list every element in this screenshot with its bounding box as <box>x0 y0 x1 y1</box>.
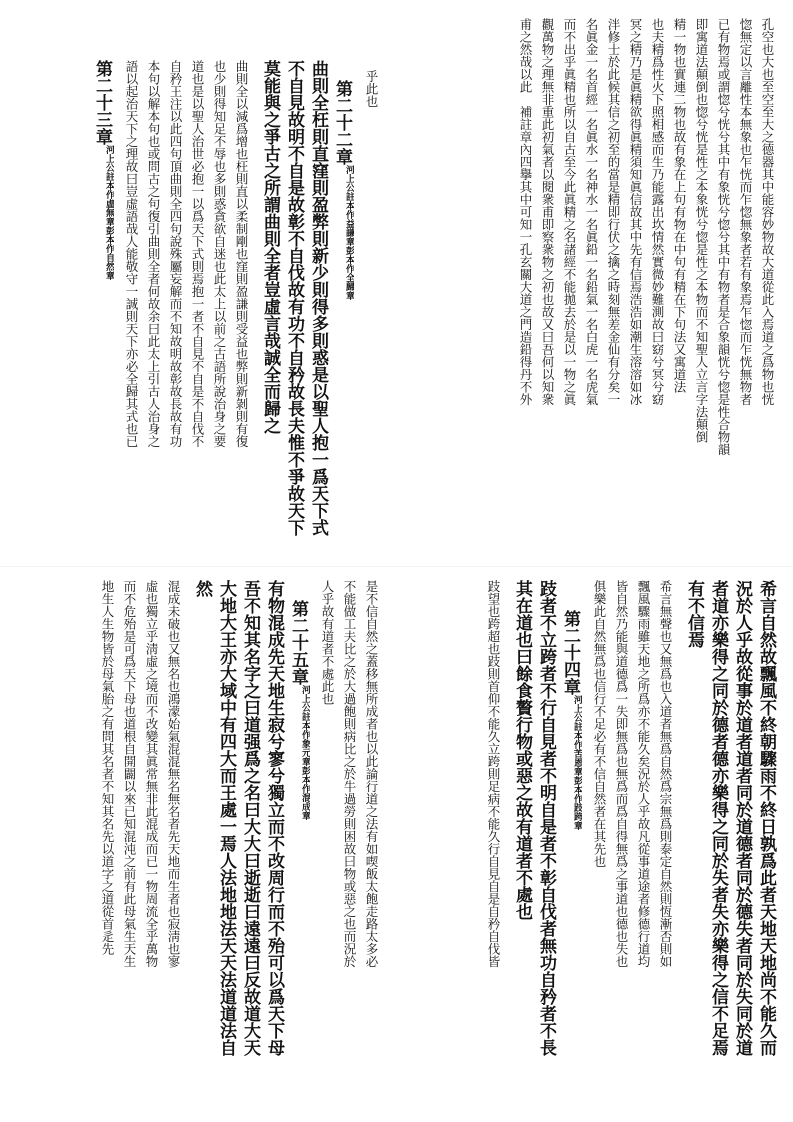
bottom-right-page <box>412 580 778 1110</box>
chapter-heading-22 <box>330 80 354 300</box>
commentary-column: 名眞金一名首經一名眞水一名神水一名眞鉛一名鉛氣一名白虎一名虎氣 <box>584 18 599 406</box>
chapter-heading-24-title: 第二十四章 <box>560 610 580 695</box>
main-text-column: 希言自然故飄風不終朝驟雨不終日孰爲此者天地天地尚不能久而 <box>756 580 776 1056</box>
commentary-column: 皆自然乃能與道德爲一失即無爲也無爲而爲自得無爲之事道也德也失也 <box>614 580 629 968</box>
main-text-column: 然 <box>192 580 212 597</box>
commentary-column: 不能做工夫比之於大過飽則病比之於牛過勞則困故曰物或惡之也而況於 <box>342 580 357 968</box>
main-text-column: 其在道也曰餘食贅行物或惡之故有道者不處也 <box>512 580 532 920</box>
commentary-column: 惚無定以言離性本無象也乍恍而乍惚無象者若有象焉乍惚而乍恍無物者 <box>738 18 753 406</box>
main-text-column: 跂者不立跨者不行自見者不明自是者不彰自伐者無功自矜者不長 <box>536 580 556 1056</box>
top-right-page <box>412 18 778 538</box>
main-text-column: 有物混成先天地生寂兮寥兮獨立而不改周行而不殆可以爲天下母 <box>264 580 284 1056</box>
commentary-column: 而不危殆是可爲天下母也道根自開闢以來已知混沌之前有此母氣生天生 <box>122 580 137 968</box>
commentary-column: 觀萬物之理無非重此初氣者以閱衆甫即察衆物之初也故又曰吾何以知衆 <box>540 18 555 406</box>
main-text-column: 吾不知其名字之曰道强爲之名曰大大曰逝逝曰遠遠曰反故道大天 <box>240 580 260 1056</box>
commentary-column: 而不出乎眞精也所以自古至今此眞精之名諸經不能拋去於是以一物之眞 <box>562 18 577 406</box>
chapter-heading-23-note: 河上公註本作虛無章彭本作自然章 <box>104 145 114 280</box>
commentary-column: 泮修士於此候其信之初至的當是精即行伏之擒之時刻無差金仙有分矣一 <box>606 18 621 406</box>
chapter-heading-23 <box>90 60 114 280</box>
main-text-column: 者道亦樂得之同於德者德亦樂得之同於失者失亦樂得之信不足焉 <box>708 580 728 1056</box>
commentary-column: 冥之精乃是眞精欲得眞精須知眞信故其中先有信焉浩浩如潮生溶溶如冰 <box>628 18 643 406</box>
main-text-column: 況於人乎故從事於道者道者同於道德者同於德失者同於失同於道 <box>732 580 752 1056</box>
main-text-column: 大地大王亦大域中有四大而王處一焉人法地地法天天法道道法自 <box>216 580 236 1056</box>
main-text-column: 莫能與之爭古之所謂曲則全者豈虛言哉誠全而歸之 <box>260 60 280 434</box>
main-text-column: 曲則全枉則直窪則盈弊則新少則得多則惑是以聖人抱一爲天下式 <box>308 60 328 536</box>
commentary-column: 混成未破也又無名也鴻濛始氣混混無名無名者先天地而生者也寂淸也寥 <box>166 580 181 968</box>
commentary-column: 曲則全以減爲增也枉則直以柔制剛也窪則盈謙則受益也弊則新剝則有復 <box>234 60 249 448</box>
commentary-column: 乎此也 <box>364 70 379 108</box>
chapter-heading-22-title: 第二十二章 <box>332 80 352 165</box>
bottom-left-page <box>14 580 382 1110</box>
commentary-column: 希言無聲也又無爲也入道者無爲自然爲宗無爲則泰定自然則恆漸否則如 <box>658 580 673 968</box>
commentary-column: 即寓道法顛倒也惚兮恍是性之本象恍兮惚是性之本物而不知聖人立言字法顛倒 <box>694 18 709 443</box>
commentary-column: 也少則得知足不辱也多則惑貪欲自迷也此太上以前之古語所說治身之要 <box>212 60 227 448</box>
chapter-heading-23-title: 第二十三章 <box>92 60 112 145</box>
commentary-column: 地生人生物皆於母氣胎之有問其名者不知其名先以道字之道從首辵先 <box>100 580 115 955</box>
commentary-column: 自矜王注以此四句頂曲則全四句說殊屬妄解而不知故明故彰故長故有功 <box>168 60 183 448</box>
commentary-column: 也夫精爲性火下照相感而生乃能露出坎情然實微妙難測故曰窈兮冥兮窈 <box>650 18 665 406</box>
commentary-column: 語以起治天下之理故曰豈虛語哉人能敬守一誠則天下亦必全歸其式也已 <box>124 60 139 448</box>
chapter-heading-22-note: 河上公註本作益謙章彭本作全歸章 <box>344 165 354 300</box>
commentary-column: 人乎故有道者不處此也 <box>320 580 335 705</box>
main-text-column: 有不信焉 <box>684 580 704 648</box>
chapter-heading-24 <box>558 610 582 830</box>
chapter-heading-25 <box>286 600 310 820</box>
top-left-page <box>14 60 382 540</box>
commentary-column: 本句以解本句也或問古之句復引曲則全者何故余曰此太上引古人治身之 <box>146 60 161 448</box>
chapter-heading-25-title: 第二十五章 <box>288 600 308 685</box>
main-text-column: 不自見故明不自是故彰不自伐故有功不自矜故長夫惟不爭故天下 <box>284 60 304 536</box>
commentary-column: 甫之然哉以此 補註章內四擧其中可知一孔玄關大道之門造鉛得丹不外 <box>518 18 533 406</box>
commentary-column: 俱樂此自然無爲也信行不足必有不信自然者在其先也 <box>592 580 607 868</box>
commentary-column: 是不信自然之蓋移無所成者也以此論行道之法有如喫飯太飽走路太多必 <box>364 580 379 968</box>
chapter-heading-24-note: 河上公註本作苦恩章彭本作跂跨章 <box>572 695 582 830</box>
commentary-column: 虛也獨立乎淸虛之境而不改變其眞常無非此混成而已一物周流全乎萬物 <box>144 580 159 968</box>
commentary-column: 道也是以聖人治世必抱一以爲天下式則焉抱一者不自見不自是不自伐不 <box>190 60 205 448</box>
commentary-column: 飄風驟雨雖天地之所爲亦不能久矣況於人乎故凡從事道途者修德行道均 <box>636 580 651 968</box>
commentary-column: 已有物焉或謂惚兮恍兮其中有象恍兮惚兮其中有物者是合象韻恍兮惚是性合物韻 <box>716 18 731 456</box>
commentary-column: 孔空也大也至空至大之德器其中能容妙物故大道從此入焉道之爲物也恍 <box>760 18 775 406</box>
commentary-column: 精一物也實連二物也故有象在上句有物在中句有精在下句法又寓道法 <box>672 18 687 393</box>
page-divider <box>0 566 793 567</box>
chapter-heading-25-note: 河上公註本作象元章彭本作混成章 <box>300 685 310 820</box>
commentary-column: 跂望也跨超也跂則首仰不能久立跨則足病不能久行自見自是自矜自伐皆 <box>486 580 501 968</box>
